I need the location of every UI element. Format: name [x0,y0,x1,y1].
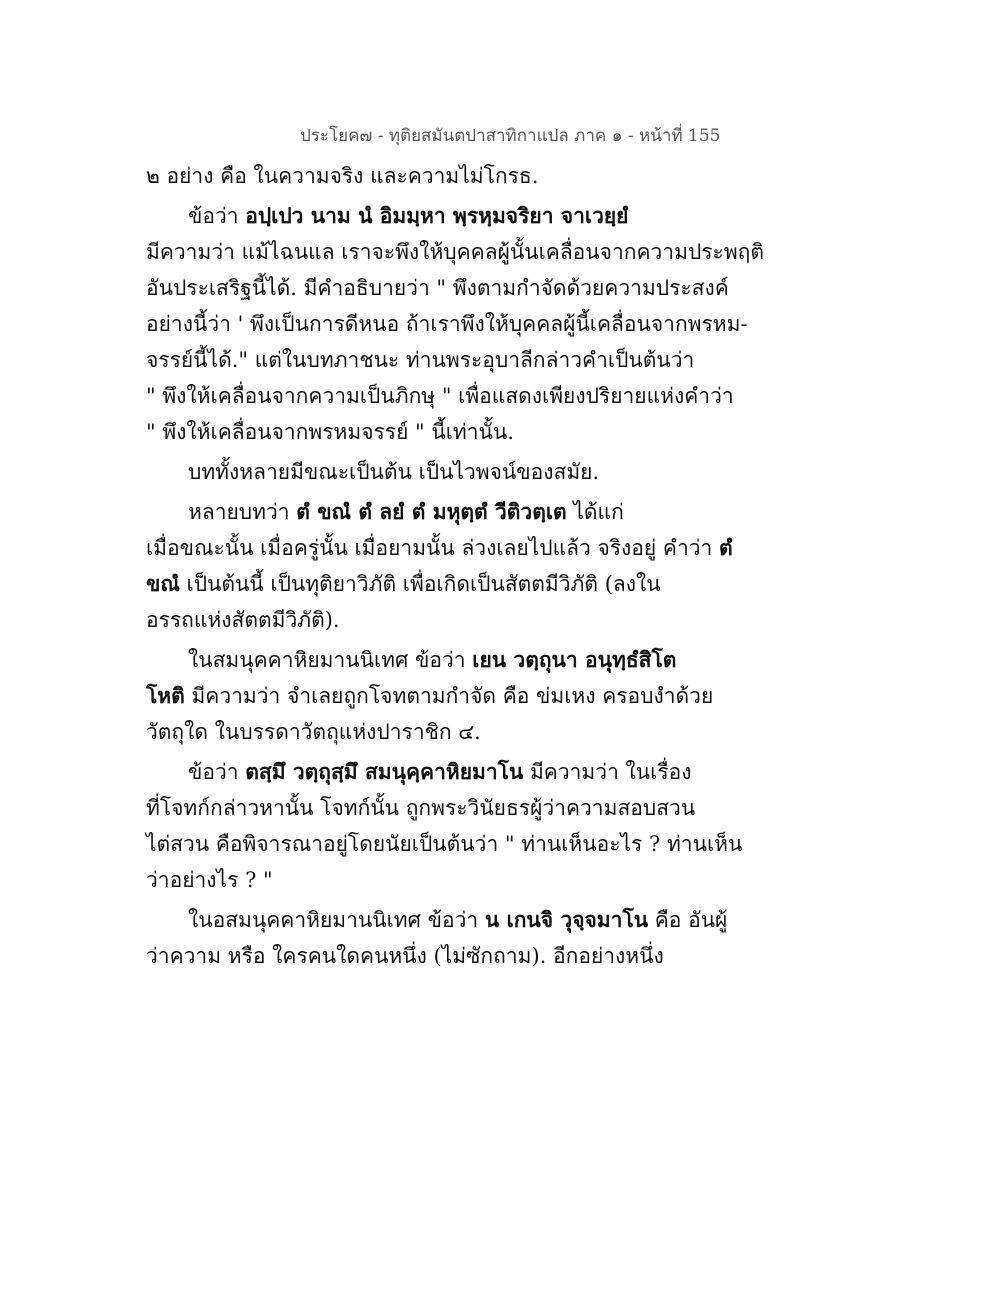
text-line [146,234,765,270]
text-line [146,414,691,450]
text-segment: ข้อว่า [188,204,246,228]
text-segment: ในอสมนุคคาหิยมานนิเทศ ข้อว่า [188,908,485,932]
text-segment: ได้แก่ [566,500,624,524]
text-segment: " พึงให้เคลื่อนจากความเป็นภิกษุ " เพื่อแสดงเพียงปริยายแห่งคำว่า [146,384,734,408]
text-segment: อย่างนี้ว่า ' พึงเป็นการดีหนอ ถ้าเราพึงให้บุคคลผู้นี้เคลื่อนจากพรหม- [146,312,748,336]
text-segment: อันประเสริฐนี้ได้. มีคำอธิบายว่า " พึงตามกำจัดด้วยความประสงค์ [146,276,729,300]
text-line [146,158,691,194]
text-line [146,378,734,414]
pali-term: ตํ [719,535,733,560]
text-line [146,530,733,566]
pali-term: ตํ ขณํ ตํ ลยํ ตํ มหุตฺตํ วีติวตฺเต [296,499,567,524]
text-segment: อรรถแห่งสัตตมีวิภัติ). [146,608,340,632]
text-line [146,678,714,714]
text-line [146,270,729,306]
text-segment: เป็นต้นนี้ เป็นทุติยาวิภัติ เพื่อเกิดเป็นสัตตมีวิภัติ (ลงใน [179,572,661,596]
pali-term: ตสฺมึ วตฺถุสฺมึ สมนุคฺคาหิยมาโน [245,759,524,784]
text-segment: " พึงให้เคลื่อนจากพรหมจรรย์ " นี้เท่านั้น. [146,420,514,444]
text-segment: ข้อว่า [188,760,246,784]
text-segment: ที่โจทก์กล่าวหานั้น โจทก์นั้น ถูกพระวินัยธรผู้ว่าความสอบสวน [146,796,696,820]
text-line [146,306,748,342]
text-line [146,790,696,826]
text-line [146,714,691,750]
text-line [146,902,728,938]
text-segment: มีความว่า ในเรื่อง [523,760,692,784]
text-line [146,826,743,862]
text-line [146,454,691,490]
text-segment: ว่าความ หรือ ใครคนใดคนหนึ่ง (ไม่ซักถาม). อีกอย่างหนึ่ง [146,944,664,968]
text-line [146,494,691,530]
running-header: ประโยค๗ - ทุติยสมันตปาสาทิกาแปล ภาค ๑ - หน้าที่ 155 [300,126,721,146]
text-segment: บททั้งหลายมีขณะเป็นต้น เป็นไวพจน์ของสมัย. [188,460,600,484]
text-line [146,938,691,974]
text-line [146,754,691,790]
pali-term: ขณํ [146,571,180,596]
text-line [146,342,695,378]
text-line [146,642,691,678]
text-segment: หลายบทว่า [188,500,297,524]
pali-term: เยน วตฺถุนา อนุทฺธํสิโต [472,647,677,672]
pali-term: โหติ [146,683,185,708]
text-segment: มีความว่า แม้ไฉนแล เราจะพึงให้บุคคลผู้นั้นเคลื่อนจากความประพฤติ [146,240,765,264]
pali-term: อปฺเปว นาม นํ อิมมฺหา พฺรหฺมจริยา จาเวยฺยํ [245,203,629,228]
text-line [146,862,691,898]
text-segment: มีความว่า จำเลยถูกโจทตามกำจัด คือ ข่มเหง ครอบงำด้วย [184,684,714,708]
text-line [146,602,691,638]
body-text [146,158,765,974]
text-segment: จรรย์นี้ได้." แต่ในบทภาชนะ ท่านพระอุบาลีกล่าวคำเป็นต้นว่า [146,348,695,372]
text-segment: ในสมนุคคาหิยมานนิเทศ ข้อว่า [188,648,473,672]
text-segment: เมื่อขณะนั้น เมื่อครู่นั้น เมื่อยามนั้น ล่วงเลยไปแล้ว จริงอยู่ คำว่า [146,536,719,560]
text-segment: คือ อันผู้ [648,908,728,932]
text-line [146,566,691,602]
text-line [146,198,691,234]
text-segment: ๒ อย่าง คือ ในความจริง และความไม่โกรธ. [146,164,539,188]
text-segment: ว่าอย่างไร ? " [146,868,273,892]
pali-term: น เกนจิ วุจฺจมาโน [484,907,649,932]
text-segment: ไต่สวน คือพิจารณาอยู่โดยนัยเป็นต้นว่า " ท่านเห็นอะไร ? ท่านเห็น [146,832,743,856]
text-segment: วัตถุใด ในบรรดาวัตถุแห่งปาราชิก ๔. [146,720,481,744]
